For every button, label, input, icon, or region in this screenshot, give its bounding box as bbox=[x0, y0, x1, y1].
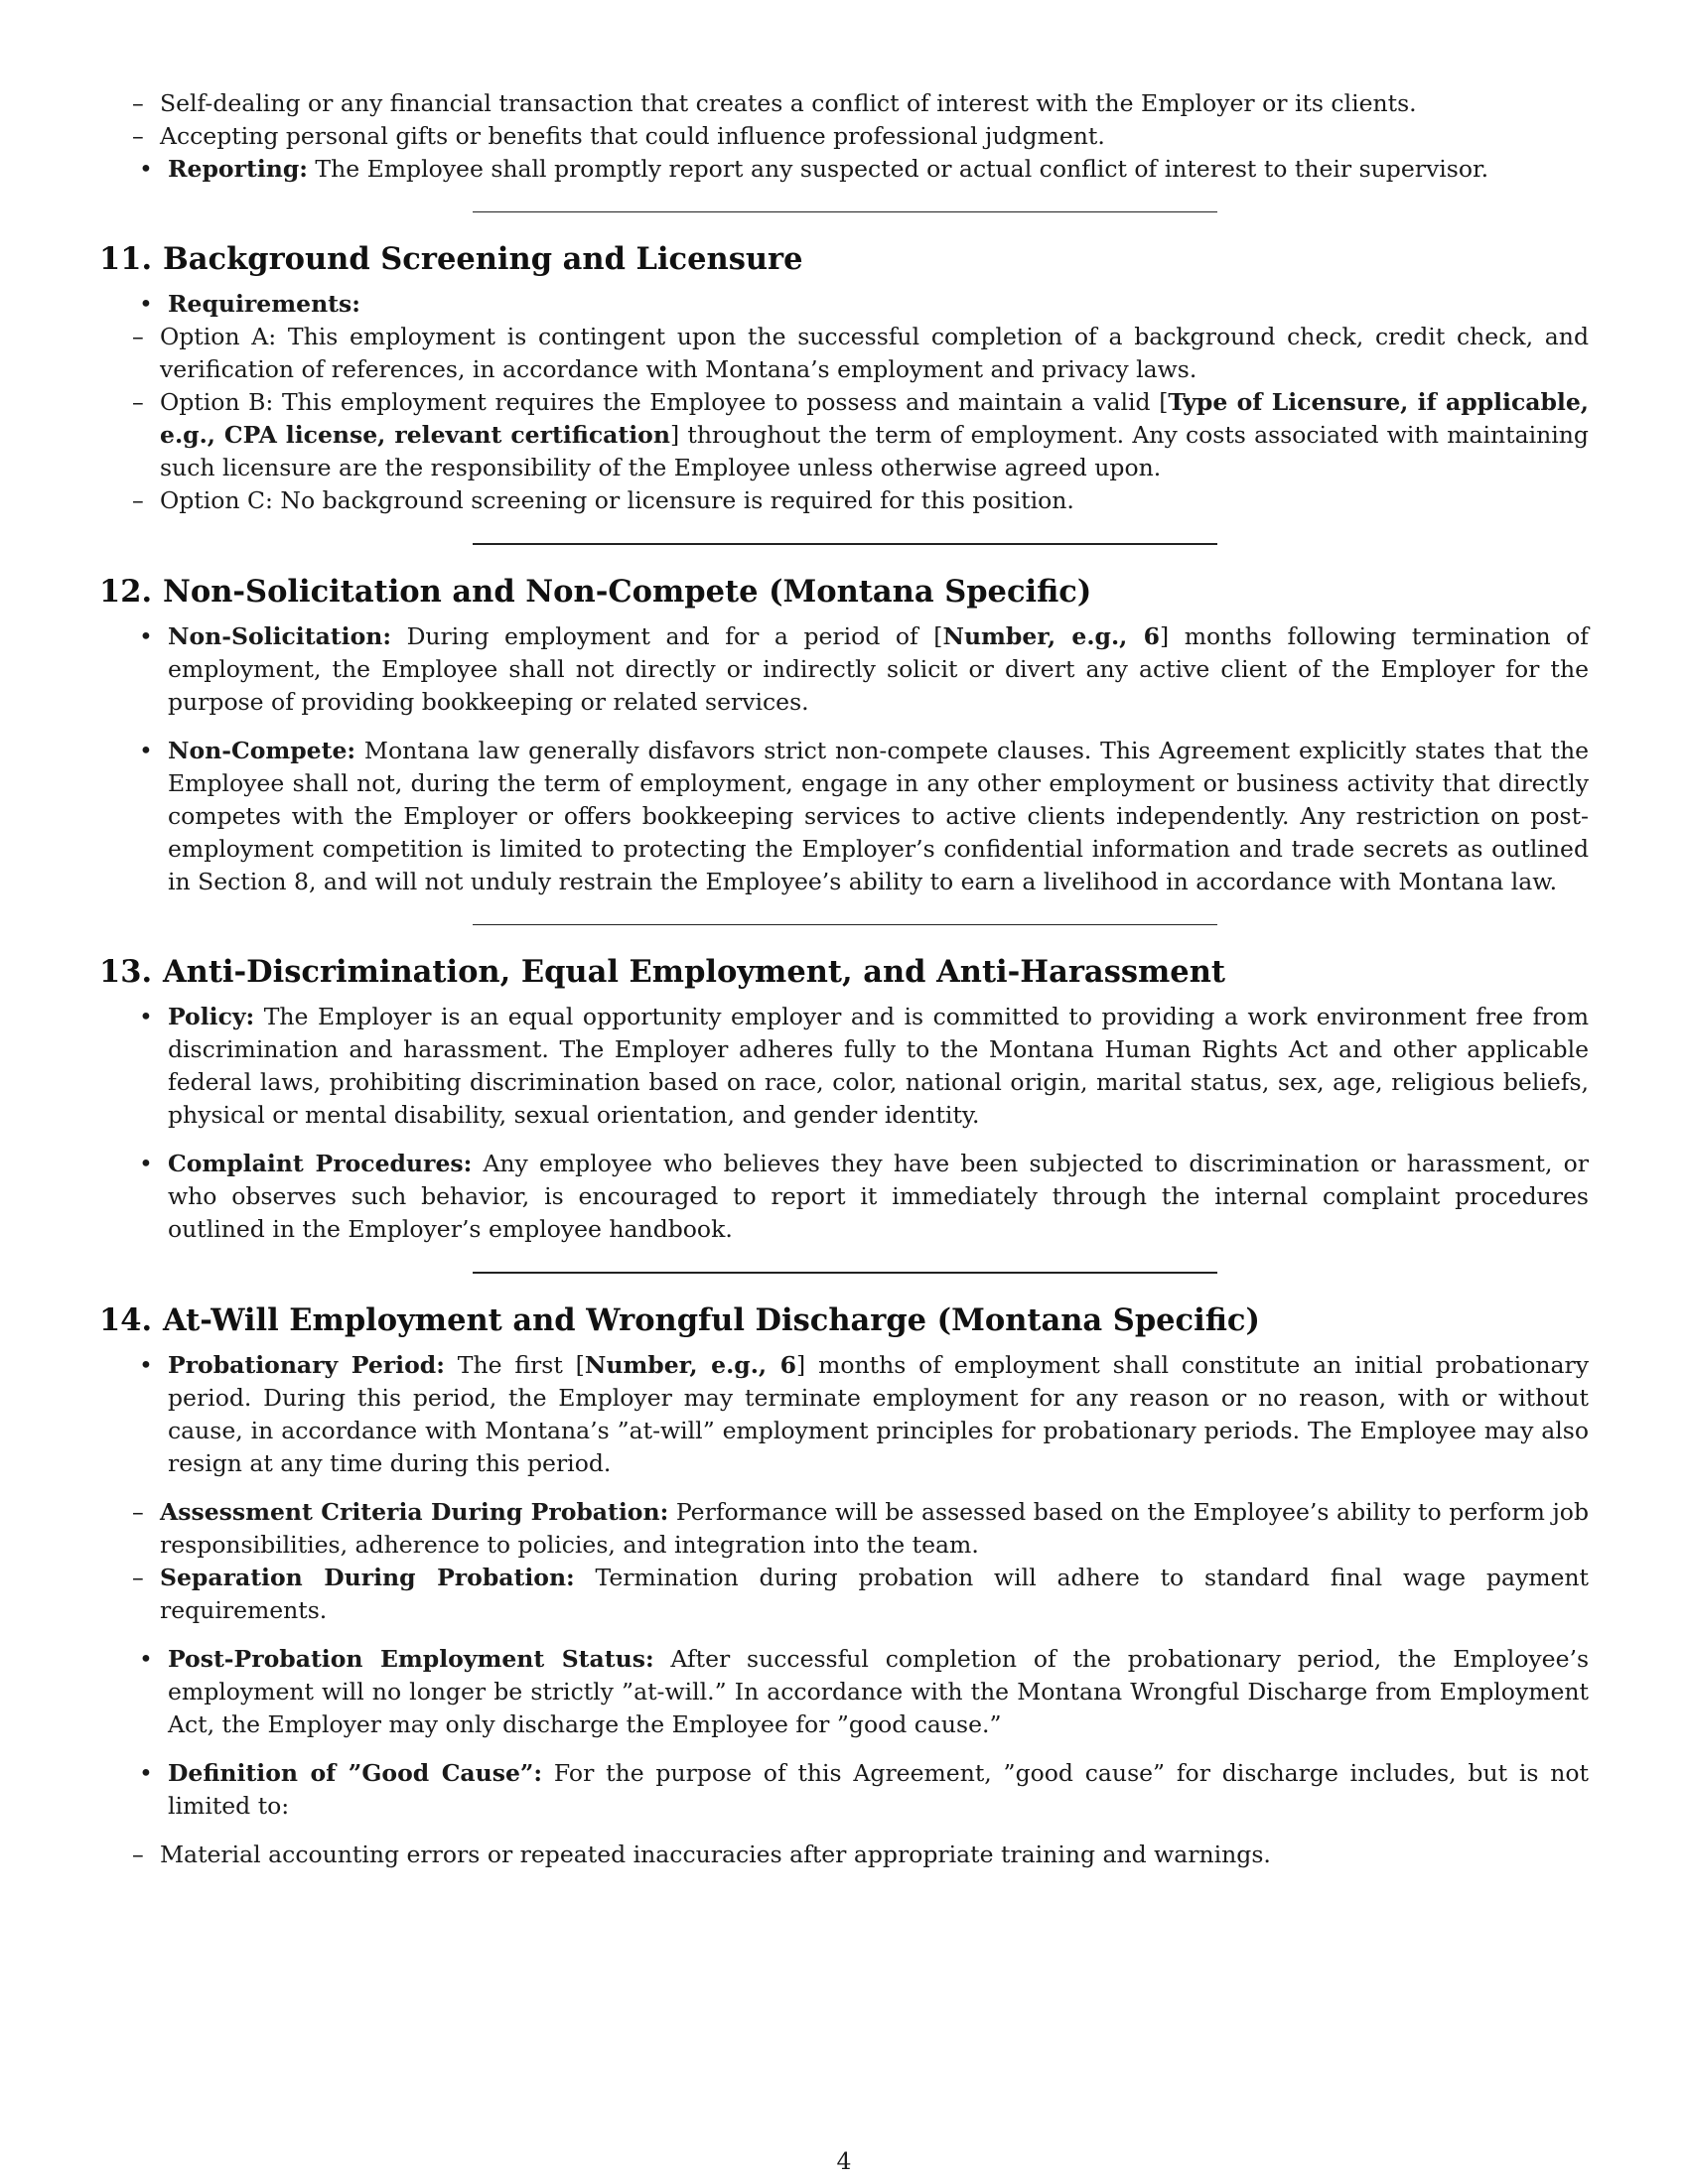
list-item-separation: – Separation During Probation: Termination during probation will adhere to standard final wage payment requirements. bbox=[99, 1562, 1589, 1627]
list-item-good-cause: • Definition of ”Good Cause”: For the purpose of this Agreement, ”good cause” for discharge includes, but is not limited to: – Material accounting errors or repeated inaccuracies after appropriate training and warnings. bbox=[99, 1757, 1589, 1871]
list-item: – Material accounting errors or repeated inaccuracies after appropriate training and warnings. bbox=[99, 1839, 1589, 1871]
list-item: – Accepting personal gifts or benefits that could influence professional judgment. bbox=[99, 120, 1589, 153]
list-item-policy: • Policy: The Employer is an equal opportunity employer and is committed to providing a work environment free from discrimination and harassment. The Employer adheres fully to the Montana Human Rights Act and other applicable federal laws, prohibiting discrimination based on race, color, national origin, marital status, sex, age, religious beliefs, physical or mental disability, sexual orientation, and gender identity. bbox=[99, 1001, 1589, 1132]
section-divider bbox=[473, 1272, 1217, 1274]
section-13-list bbox=[99, 1001, 1589, 1246]
list-item-probationary-period: • Probationary Period: The first [Number, e.g., 6] months of employment shall constitute an initial probationary period. During this period, the Employer may terminate employment for any reason or no reason, with or without cause, in accordance with Montana’s ”at-will” employment principles for probationary periods. The Employee may also resign at any time during this period. – Assessment Criteria During Probation: Performance will be assessed based on the Employee’s ability to perform job responsibilities, adherence to policies, and integration into the team. – Separation During Probation: Termination during probation will adhere to standard final wage payment requirements. bbox=[99, 1349, 1589, 1627]
section-divider bbox=[473, 211, 1217, 212]
section-heading-13: 13. Anti-Discrimination, Equal Employment, and Anti-Harassment bbox=[99, 954, 1225, 990]
good-cause-sublist bbox=[99, 1839, 1589, 1871]
probation-sublist bbox=[99, 1496, 1589, 1627]
list-item-assessment: – Assessment Criteria During Probation: Performance will be assessed based on the Employee’s ability to perform job responsibilities, adherence to policies, and integration into the team. bbox=[99, 1496, 1589, 1562]
list-item: – Self-dealing or any financial transaction that creates a conflict of interest with the Employer or its clients. bbox=[99, 87, 1589, 120]
option-a: – Option A: This employment is contingent upon the successful completion of a background check, credit check, and verification of references, in accordance with Montana’s employment and privacy laws. bbox=[99, 321, 1589, 386]
conflict-sublist bbox=[99, 87, 1589, 153]
section-11-list bbox=[99, 288, 1589, 517]
section-heading-14: 14. At-Will Employment and Wrongful Discharge (Montana Specific) bbox=[99, 1302, 1260, 1338]
requirements-options bbox=[99, 321, 1589, 517]
list-item-non-solicitation: • Non-Solicitation: During employment and for a period of [Number, e.g., 6] months following termination of employment, the Employee shall not directly or indirectly solicit or divert any active client of the Employer for the purpose of providing bookkeeping or related services. bbox=[99, 620, 1589, 719]
document-page bbox=[99, 87, 1589, 1871]
list-item-non-compete: • Non-Compete: Montana law generally disfavors strict non-compete clauses. This Agreement explicitly states that the Employee shall not, during the term of employment, engage in any other employment or business activity that directly competes with the Employer or offers bookkeeping services to active clients independently. Any restriction on post-employment competition is limited to protecting the Employer’s confidential information and trade secrets as outlined in Section 8, and will not unduly restrain the Employee’s ability to earn a livelihood in accordance with Montana law. bbox=[99, 735, 1589, 898]
section-12-list bbox=[99, 620, 1589, 898]
option-b: – Option B: This employment requires the Employee to possess and maintain a valid [Type of Licensure, if applicable, e.g., CPA license, relevant certification] throughout the term of employment. Any costs associated with maintaining such licensure are the responsibility of the Employee unless otherwise agreed upon. bbox=[99, 386, 1589, 484]
section-divider bbox=[473, 543, 1217, 545]
section-divider bbox=[473, 924, 1217, 925]
list-item-post-probation: • Post-Probation Employment Status: After successful completion of the probationary period, the Employee’s employment will no longer be strictly ”at-will.” In accordance with the Montana Wrongful Discharge from Employment Act, the Employer may only discharge the Employee for ”good cause.” bbox=[99, 1643, 1589, 1741]
section-14-list bbox=[99, 1349, 1589, 1871]
page-number: 4 bbox=[836, 2147, 852, 2175]
list-item-requirements: • Requirements: – Option A: This employment is contingent upon the successful completion of a background check, credit check, and verification of references, in accordance with Montana’s employment and privacy laws. – Option B: This employment requires the Employee to possess and maintain a valid [Type of Licensure, if applicable, e.g., CPA license, relevant certification] throughout the term of employment. Any costs associated with maintaining such licensure are the responsibility of the Employee unless otherwise agreed upon. – Option C: No background screening or licensure is required for this position. bbox=[99, 288, 1589, 517]
option-c: – Option C: No background screening or licensure is required for this position. bbox=[99, 484, 1589, 517]
list-item-complaint-procedures: • Complaint Procedures: Any employee who believes they have been subjected to discrimination or harassment, or who observes such behavior, is encouraged to report it immediately through the internal complaint procedures outlined in the Employer’s employee handbook. bbox=[99, 1148, 1589, 1246]
conflict-list bbox=[99, 153, 1589, 186]
list-item-reporting: • Reporting: The Employee shall promptly report any suspected or actual conflict of interest to their supervisor. bbox=[99, 153, 1589, 186]
section-heading-12: 12. Non-Solicitation and Non-Compete (Montana Specific) bbox=[99, 574, 1092, 610]
section-heading-11: 11. Background Screening and Licensure bbox=[99, 241, 803, 277]
